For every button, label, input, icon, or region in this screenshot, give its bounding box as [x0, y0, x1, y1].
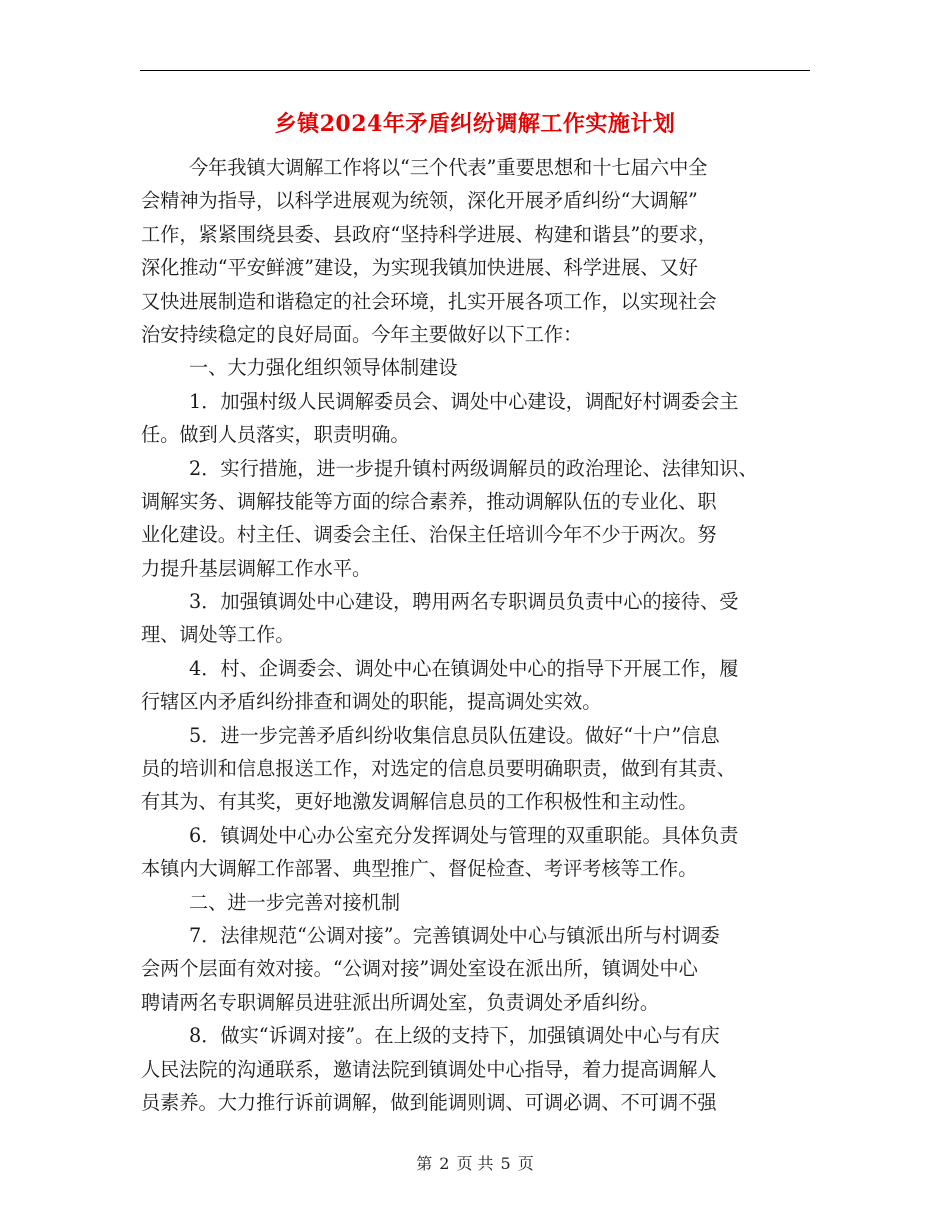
text-line: 二、进一步完善对接机制	[189, 890, 401, 914]
text-line: 会两个层面有效对接。“公调对接”调处室设在派出所，镇调处中心	[141, 957, 698, 981]
text-line: 深化推动“平安鲜渡”建设，为实现我镇加快进展、科学进展、又好	[141, 256, 698, 280]
document-title: 乡镇2024年矛盾纠纷调解工作实施计划	[274, 111, 676, 137]
text-line: 7．法律规范“公调对接”。完善镇调处中心与镇派出所与村调委	[189, 923, 720, 947]
text-line: 今年我镇大调解工作将以“三个代表”重要思想和十七届六中全	[189, 156, 708, 179]
text-line: 2．实行措施，进一步提升镇村两级调解员的政治理论、法律知识、	[189, 456, 758, 480]
text-line: 任。做到人员落实，职责明确。	[141, 423, 410, 447]
text-line: 工作，紧紧围绕县委、县政府“坚持科学进展、构建和谐县”的要求，	[141, 222, 718, 246]
text-line: 调解实务、调解技能等方面的综合素养，推动调解队伍的专业化、职	[141, 489, 717, 513]
text-line: 4．村、企调委会、调处中心在镇调处中心的指导下开展工作，履	[189, 656, 739, 680]
text-line: 业化建设。村主任、调委会主任、治保主任培训今年不少于两次。努	[141, 523, 717, 547]
footer-prefix: 第	[416, 1154, 433, 1173]
footer-current-page: 2	[439, 1154, 450, 1173]
text-line: 一、大力强化组织领导体制建设	[189, 356, 458, 380]
text-line: 会精神为指导，以科学进展观为统领，深化开展矛盾纠纷“大调解”	[141, 189, 698, 213]
text-line: 1．加强村级人民调解委员会、调处中心建设，调配好村调委会主	[189, 389, 739, 413]
text-line: 本镇内大调解工作部署、典型推广、督促检查、考评考核等工作。	[141, 857, 698, 881]
text-line: 力提升基层调解工作水平。	[141, 556, 372, 580]
page-footer	[0, 1152, 950, 1176]
text-line: 员素养。大力推行诉前调解，做到能调则调、可调必调、不可调不强	[141, 1090, 717, 1114]
text-line: 3．加强镇调处中心建设，聘用两名专职调员负责中心的接待、受	[189, 590, 739, 614]
footer-total-pages: 5	[500, 1154, 511, 1173]
text-line: 员的培训和信息报送工作，对选定的信息员要明确职责，做到有其责、	[141, 757, 736, 781]
text-line: 有其为、有其奖，更好地激发调解信息员的工作积极性和主动性。	[141, 790, 698, 814]
text-line: 理、调处等工作。	[141, 623, 295, 647]
document-body	[141, 151, 821, 1119]
footer-suffix: 页	[517, 1154, 534, 1173]
footer-middle: 页 共	[456, 1154, 494, 1173]
text-line: 又快进展制造和谐稳定的社会环境，扎实开展各项工作，以实现社会	[141, 289, 717, 313]
text-line: 行辖区内矛盾纠纷排查和调处的职能，提高调处实效。	[141, 690, 602, 714]
text-line: 治安持续稳定的良好局面。今年主要做好以下工作：	[141, 322, 583, 346]
text-line: 8．做实“诉调对接”。在上级的支持下，加强镇调处中心与有庆	[189, 1024, 720, 1048]
header-rule	[140, 70, 810, 71]
text-line: 聘请两名专职调解员进驻派出所调处室，负责调处矛盾纠纷。	[141, 990, 660, 1014]
text-line: 5．进一步完善矛盾纠纷收集信息员队伍建设。做好“十户”信息	[189, 723, 720, 747]
text-line: 6．镇调处中心办公室充分发挥调处与管理的双重职能。具体负责	[189, 823, 739, 847]
text-line: 人民法院的沟通联系，邀请法院到镇调处中心指导，着力提高调解人	[141, 1057, 717, 1081]
